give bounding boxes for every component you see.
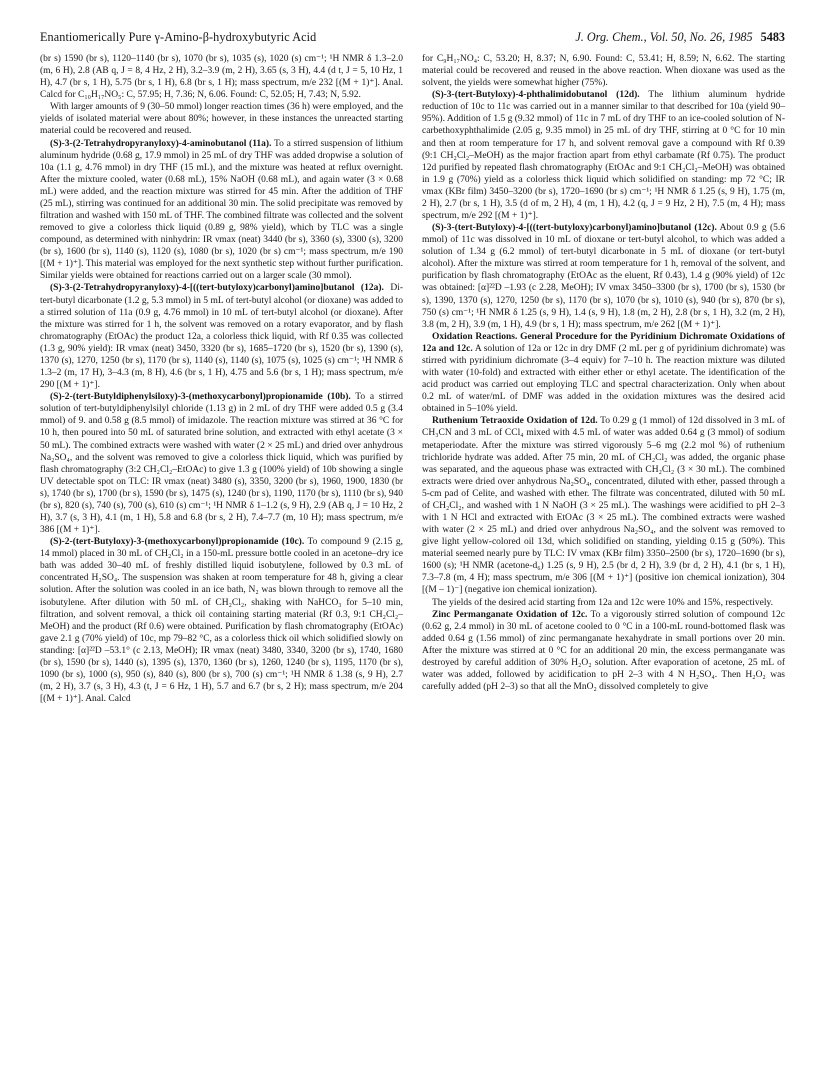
running-head-title: Enantiomerically Pure γ-Amino-β-hydroxybutyric Acid [40,30,317,44]
paragraph [40,138,403,283]
paragraph-text: To a vigorously stirred solution of compound 12c (0.62 g, 2.4 mmol) in 30 mL of acetone cooled to 0 °C in a 100-mL round-bottomed flask was added 0.64 g (1.56 mmol) of zinc permanganate hexahydrate in small portions over 20 min. After the mixture was stirred at 0 °C for an additional 20 min, the excess permanganate was destroyed by careful addition of 30% H₂O₂ solution. After evaporation of acetone, 25 mL of water was added, followed by acidification to pH 2–3 with 4 N H₂SO₄. Then H₂O₂ was carefully added (pH 2–3) so that all the MnO₂ dissolved completely to give [422,609,785,693]
page-number: 5483 [760,30,785,44]
section-heading: (S)-3-(tert-Butyloxy)-4-[((tert-butyloxy)carbonyl)amino]butanol (12c). [432,223,717,234]
section-heading: (S)-3-(tert-Butyloxy)-4-phthalimidobutanol (12d). [432,90,640,101]
paragraph-text: (br s) 1590 (br s), 1120–1140 (br s), 1070 (br s), 1035 (s), 1020 (s) cm⁻¹; ¹H NMR δ 1.3–2.0 (m, 6 H), 2.8 (AB q, J = 8, 4 Hz, 2 H), 3.2–3.9 (m, 2 H), 3.65 (s, 3 H), 4.4 (d t, J = 5, 10 Hz, 1 H), 4.7 (br s, 1 H), 5.75 (br s, 1 H), 6.8 (br s, 1 H); mass spectrum, m/e 232 [(M + 1)⁺]. Anal. Calcd for C₁₀H₁₇NO₅: C, 57.95; H, 7.36; N, 6.06. Found: C, 52.05; H, 7.43; N, 5.92. [40,54,403,101]
paragraph-text: To a stirred suspension of lithium aluminum hydride (0.68 g, 17.9 mmol) in 25 mL of dry THF was added dropwise a solution of 10a (1.1 g, 4.76 mmol) in dry THF (15 mL), and the mixture was heated at reflux overnight. After the mixture cooled, water (0.68 mL), 15% NaOH (0.68 mL), and again water (3 × 0.68 mL) were added, and the reaction mixture was stirred for 45 min. After the addition of THF (25 mL), stirring was continued for an additional 30 min. The solid precipitate was removed by filtration and washed with 150 mL of THF. The combined filtrate was collected and the solvent removed to give a colorless thick liquid (0.89 g, 98% yield), which by TLC was a single compound, as determined with ninhydrin: IR νmax (neat) 3440 (br s), 3360 (s), 3300 (s), 3200 (br s), 1600 (br s), 1140 (s), 1120 (s), 1080 (br s), 1020 (br s) cm⁻¹; mass spectrum, m/e 190 [(M + 1)⁺]. This material was employed for the next synthetic step without further purification. Similar yields were obtained for reactions carried out on a larger scale (30 mmol). [40,138,403,282]
paragraph [422,609,785,694]
paragraph [422,415,785,596]
section-heading: Zinc Permanganate Oxidation of 12c. [432,609,588,620]
section-heading: Oxidation Reactions. General Procedure for the Pyridinium Dichromate Oxidations of 12a and 12c. [422,331,785,354]
paragraph-text: With larger amounts of 9 (30–50 mmol) longer reaction times (36 h) were employed, and the yields of isolated material were about 80%; however, in these instances the unreacted starting material could be recovered and reused. [40,102,403,137]
paragraph-text: To compound 9 (2.15 g, 14 mmol) placed in 30 mL of CH₂Cl₂ in a 150-mL pressure bottle cooled in an acetone–dry ice bath was added 30–40 mL of freshly distilled liquid isobutylene, followed by 0.3 mL of concentrated H₂SO₄. The suspension was shaken at room temperature for 48 h, giving a clear solution. After the solution was cooled in an ice bath, N₂ was blown through to remove all the isobutylene. After dilution with 50 mL of CH₂Cl₂, shaking with NaHCO₃ for 5–10 min, filtration, and solvent removal, a thick oil containing starting material (Rf 0.3, 9:1 CH₂Cl₂–MeOH) and the product (Rf 0.6) were obtained. Purification by flash chromatography (EtOAc) gave 2.1 g (70% yield) of 10c, mp 79–82 °C, as a colorless thick oil which solidified slowly on standing: [α]²²D –53.1° (c 2.13, MeOH); IR νmax (neat) 3480, 3340, 3200 (br s), 1740, 1680 (br s), 1590 (br s), 1440 (s), 1395 (s), 1370, 1360 (br s), 1260, 1240 (br s), 1195, 1170 (br s), 1090 (br s), 1000 (s), 950 (s), 840 (s), 800 (br s), 700 (s) cm⁻¹; ¹H NMR δ 1.38 (s, 9 H), 2.7 (m, 2 H), 3.7 (s, 3 H), 4.3 (t, J = 6 Hz, 1 H), 5.7 and 6.7 (br s, 2 H); mass spectrum, m/e 204 [(M + 1)⁺]. Anal. Calcd [40,537,403,705]
section-heading: (S)-2-(tert-Butyldiphenylsiloxy)-3-(methoxycarbonyl)propionamide (10b). [50,392,351,403]
section-heading: Ruthenium Tetraoxide Oxidation of 12d. [432,416,598,427]
section-heading: (S)-3-(2-Tetrahydropyranyloxy)-4-[((tert-butyloxy)carbonyl)amino]butanol (12a). [50,283,384,294]
paragraph-text: A solution of 12a or 12c in dry DMF (2 mL per g of pyridinium dichromate) was stirred with pyridinium dichromate (3–4 equiv) for 7–10 h. The reaction mixture was diluted with water (10-fold) and extracted with either ether or ethyl acetate. The identification of the acid product was carried out employing TLC and spectral characterization. Only when about 0.2 mL of water/mL of DMF was added in the oxidation mixtures was the desired acid obtained in 5–10% yield. [422,343,785,415]
paragraph [422,331,785,416]
paragraph-text: for C₉H₁₇NO₄: C, 53.20; H, 8.37; N, 6.90. Found: C, 53.41; H, 8.59; N, 6.62. The starting material could be recovered and reused in the above reaction. When dioxane was used as the solvent, the yields were somewhat higher (75%). [422,54,785,89]
paragraph-text: About 0.9 g (5.6 mmol) of 11c was dissolved in 10 mL of dioxane or tert-butyl alcohol, to which was added a solution of 1.34 g (6.2 mmol) of tert-butyl dicarbonate in 5 mL of dioxane (or tert-butyl alcohol). After the mixture was stirred at room temperature for 1 h, removal of the solvent, and purification by flash chromatography (EtOAc as the eluent, Rf 0.43), 1.4 g (90% yield) of 12c was obtained: [α]²²D –1.93 (c 2.28, MeOH); IV νmax 3450–3300 (br s), 1700 (br s), 1530 (br s), 1390, 1370 (s), 1270, 1250 (br s), 1170 (br s), 1070 (br s), 1010 (s), 940 (br s), 870 (br s), 750 (s) cm⁻¹; ¹H NMR δ 1.25 (s, 9 H), 1.4 (s, 9 H), 1.8 (m, 2 H), 2.8 (br s, 1 H), 3.2 (m, 2 H), 3.8 (m, 2 H), 3.9 (m, 1 H), 4.9 (br s, 1 H); mass spectrum, m/e 262 [(M + 1)⁺]. [422,223,785,330]
running-head-citation [575,30,785,44]
paragraph [40,282,403,391]
paragraph [422,89,785,222]
right-column [422,53,785,705]
paragraph [422,597,785,609]
paragraph-text: To a stirred solution of tert-butyldiphenylsilyl chloride (1.13 g) in 2 mL of dry THF were added 0.5 g (3.4 mmol) of 9. and 0.58 g (8.5 mmol) of imidazole. The reaction mixture was stirred at 36 °C for 10 h, then poured into 50 mL of saturated brine solution, and extracted with ethyl acetate (3 × 50 mL). The combined extracts were washed with water (2 × 25 mL) and dried over anhydrous Na₂SO₄, and the solvent was removed to give a colorless thick liquid, which was purified by flash chromatography (3:2 CH₂Cl₂–EtOAc) to give 1.3 g (100% yield) of 10b showing a single UV detectable spot on TLC: IR νmax (neat) 3480 (s), 3350, 3200 (br s), 1960, 1900, 1830 (br s), 1740 (br s), 1700 (br s), 1590 (br s), 1475 (s), 1240 (br s), 1190, 1170 (br s), 1110 (br s), 940 (br s), 820 (s), 740 (s), 700 (s), 610 (s) cm⁻¹; ¹H NMR δ 1–1.2 (s, 9 H), 2.9 (AB q, J = 10 Hz, 2 H), 3.7 (s, 3 H), 4.1 (m, 1 H), 5.8 and 6.8 (br s, 2 H), 7.4–7.7 (m, 10 H); mass spectrum, m/e 386 [(M + 1)⁺]. [40,392,403,536]
journal-citation: J. Org. Chem., Vol. 50, No. 26, 1985 [575,30,753,44]
paragraph [422,53,785,89]
paragraph-text: The yields of the desired acid starting from 12a and 12c were 10% and 15%, respectively. [432,597,774,608]
paragraph-text: Di-tert-butyl dicarbonate (1.2 g, 5.3 mmol) in 5 mL of tert-butyl alcohol (or dioxane) was added to a stirred solution of 11a (0.9 g, 4.76 mmol) in 10 mL of tert-butyl alcohol (or dioxane). After the mixture was stirred for 1 h, the solvent was removed on a rotary evaporator, and by flash chromatography (EtOAc) the product 12a, a colorless thick liquid, with Rf 0.35 was collected (1.3 g, 90% yield): IR νmax (neat) 3450, 3320 (br s), 1685–1720 (br s), 1520 (br s), 1390 (s), 1370 (s), 1270, 1250 (br s), 1170 (br s), 1140 (s), 1140 (s), 1075 (s), 1025 (s) cm⁻¹; ¹H NMR δ 1.3–2 (m, 17 H), 3–4.3 (m, 8 H), 4.6 (br s, 1 H), 4.75 and 5.6 (br s, 1 H); mass spectrum, m/e 290 [(M + 1)⁺]. [40,283,403,391]
section-heading: (S)-3-(2-Tetrahydropyranyloxy)-4-aminobutanol (11a). [50,138,272,149]
paragraph-text: To 0.29 g (1 mmol) of 12d dissolved in 3 mL of CH₃CN and 3 mL of CCl₄ mixed with 4.5 mL of water was added 0.64 g (3 mmol) of sodium metaperiodate. After the mixture was stirred vigorously 5–6 mg (2.2 mol %) of ruthenium trichloride hydrate was added. After 75 min, 20 mL of CH₂Cl₂ was added, the organic phase was separated, and the aqueous phase was extracted with CH₂Cl₂ (3 × 30 mL). The combined extracts were dried over anhydrous Na₂SO₄, concentrated, diluted with ether, passed through a 5-cm pad of Celite, and washed with ether. The filtrate was concentrated, diluted with 50 mL of CH₂Cl₂, and washed with 1 N NaOH (3 × 25 mL). The washings were acidified to pH 2–3 with 1 N HCl and extracted with EtOAc (3 × 25 mL). The combined extracts were washed with water (2 × 25 mL) and dried over anhydrous Na₂SO₄, and the solvent was removed to give light yellow-colored oil 13d, which solidified on standing, yielding 0.15 g (50%). This material seemed nearly pure by TLC: IV νmax (KBr film) 3350–2500 (br s), 1720–1690 (br s), 1600 (s); ¹H NMR (acetone-d₆) 1.25 (s, 9 H), 2.5 (br d, 2 H), 3.9 (br d, 2 H), 4.1 (br s, 1 H), 7.3–7.8 (m, 4 H); mass spectrum, m/e 306 [(M + 1)⁺] (positive ion chemical ionization), 304 [(M – 1)⁻] (negative ion chemical ionization). [422,416,785,596]
running-head [40,30,785,44]
section-heading: (S)-2-(tert-Butyloxy)-3-(methoxycarbonyl)propionamide (10c). [50,537,305,548]
paragraph [422,222,785,331]
paragraph [40,391,403,536]
paragraph-text: The lithium aluminum hydride reduction of 10c to 11c was carried out in a manner similar to that described for 10a (yield 90–95%). Addition of 1.5 g (9.32 mmol) of 11c in 7 mL of dry THF to an ice-cooled solution of N-carbethoxyphthalimide (2.05 g, 9.35 mmol) in 25 mL of dry THF, stirring at 0 °C for 10 min and then at room temperature for 17 h, and solvent removal gave a compound with Rf 0.39 (9:1 CH₂Cl₂–MeOH) as the major fraction apart from ethyl carbamate (Rf 0.75). The product 12d purified by repeated flash chromatography (EtOAc and 9:1 CH₂Cl₂–MeOH) was obtained in 1.9 g (70%) yield as a colorless thick liquid which solidified on standing: mp 72 °C; IR νmax (KBr film) 3450–3200 (br s), 1720–1690 (br s) cm⁻¹; ¹H NMR δ 1.25 (s, 9 H), 1.75 (m, 2 H), 2.7 (br s, 1 H), 3.5 (d of m, 2 H), 4 (m, 1 H), 4.2 (q, J = 9 Hz, 2 H), 7.5 (m, 4 H); mass spectrum, m/e 292 [(M + 1)⁺]. [422,90,785,222]
paragraph [40,53,403,101]
paragraph [40,101,403,137]
left-column [40,53,403,705]
text-columns [40,53,785,705]
paragraph [40,536,403,705]
